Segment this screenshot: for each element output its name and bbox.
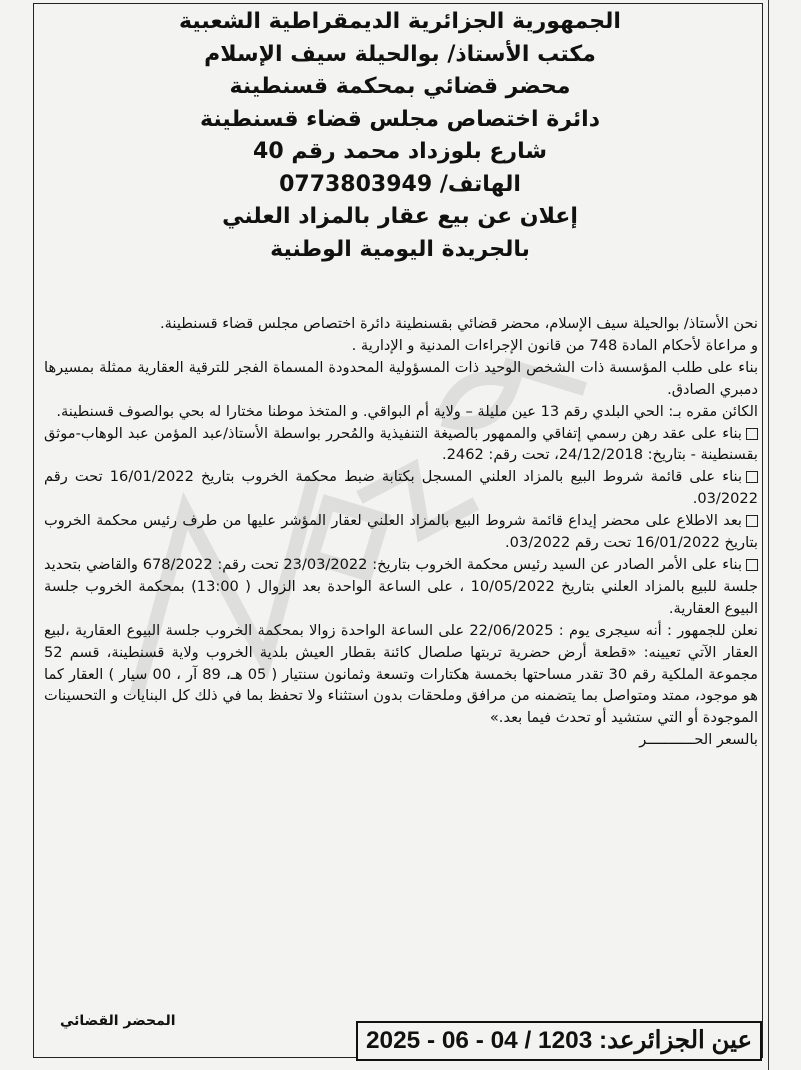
header-line-jurisdiction: دائرة اختصاص مجلس قضاء قسنطينة [200,106,600,132]
paragraph-mortgage [44,423,758,467]
header-line-bailiff: محضر قضائي بمحكمة قسنطينة [229,74,571,99]
header-line-announcement: إعلان عن بيع عقار بالمزاد العلني [222,204,578,229]
header-line-office: مكتب الأستاذ/ بوالحيلة سيف الإسلام [204,41,596,67]
paragraph-price: بالسعر الحـــــــــــر [639,731,758,749]
checkbox-icon [746,428,758,440]
header-line-address: شارع بلوزداد محمد رقم 40 [253,139,547,164]
publication-reference: عين الجزائرعد: 1203 / 04 - 06 - 2025 [356,1021,762,1061]
paragraph-deposit [44,510,758,554]
paragraph-mortgage-text: بناء على عقد رهن رسمي إتفاقي والممهور بالصيغة التنفيذية والمُحرر بواسطة الأستاذ/عبد المؤمن عبد الوهاب-موثق بقسنطينة - بتاريخ: 24/12/2018، تحت رقم: 2462. [44,424,758,464]
paragraph-requester-address: الكائن مقره بـ: الحي البلدي رقم 13 عين مليلة – ولاية أم البواقي. و المتخذ موطنا مختارا له بحي بوالصوف قسنطينة. [56,402,758,420]
paragraph-conditions [44,466,758,510]
paragraph-conditions-text: بناء على قائمة شروط البيع بالمزاد العلني المسجل بكتابة ضبط محكمة الخروب بتاريخ 16/01/2022 تحت رقم 03/2022. [44,468,758,508]
header-line-newspaper: بالجريدة اليومية الوطنية [270,236,530,262]
paragraph-intro: نحن الأستاذ/ بوالحيلة سيف الإسلام، محضر قضائي بقسنطينة دائرة اختصاص مجلس قضاء قسنطينة. [159,315,758,332]
notice-body [44,313,758,751]
paragraph-law-article: و مراعاة لأحكام المادة 748 من قانون الإجراءات المدنية و الإدارية . [351,336,758,354]
checkbox-icon [746,515,758,527]
paragraph-order-text: بناء على الأمر الصادر عن السيد رئيس محكمة الخروب بتاريخ: 23/03/2022 تحت رقم: 678/2022 والقاضي بتحديد جلسة للبيع بالمزاد العلني بتاريخ 10/05/2022 ، على الساعة الواحدة بعد الزوال ( 13:00) بمحكمة الخروب جلسة البيوع العقارية. [44,555,758,617]
column-divider [768,0,775,1070]
paragraph-requester: بناء على طلب المؤسسة ذات الشخص الوحيد ذات المسؤولية المحدودة المسماة الفجر للترقية العقارية ممثلة بمسيرها دمبري الصادق. [44,358,758,398]
header-line-republic: الجمهورية الجزائرية الديمقراطية الشعبية [179,9,621,34]
header-line-phone: الهاتف/ 0773803949 [279,171,521,197]
checkbox-icon [746,559,758,571]
notice-header [60,6,740,266]
paragraph-deposit-text: بعد الاطلاع على محضر إيداع قائمة شروط البيع بالمزاد العلني لعقار المؤشر عليها من طرف رئيس محكمة الخروب بتاريخ 16/01/2022 تحت رقم 03/2022. [44,512,758,552]
checkbox-icon [746,471,758,483]
paragraph-order [44,554,758,620]
paragraph-announcement: نعلن للجمهور : أنه سيجرى يوم : 22/06/2025 على الساعة الواحدة زوالا بمحكمة الخروب جلسة البيوع العقارية ،لبيع العقار الآتي تعيينه: «قطعة أرض حضرية تربتها صلصال كائنة بقطار العيش بلدية الخروب ولاية قسنطينة، قسم 52 مجموعة الملكية رقم 30 تقدر مساحتها بخمسة هكتارات وتسعة وثمانون سنتيار ( 05 هـ، 89 آر ، 00 سيار ) العقار كما هو موجود، ممتد ومتواصل بما يتضمنه من مرافق وملحقات بدون استثناء ولا تحفظ بما في ذلك كل البنايات و التحسينات الموجودة أو التي ستشيد أو تحدث فيما بعد.» [44,621,759,727]
signature-label: المحضر القضائي [60,1013,176,1029]
